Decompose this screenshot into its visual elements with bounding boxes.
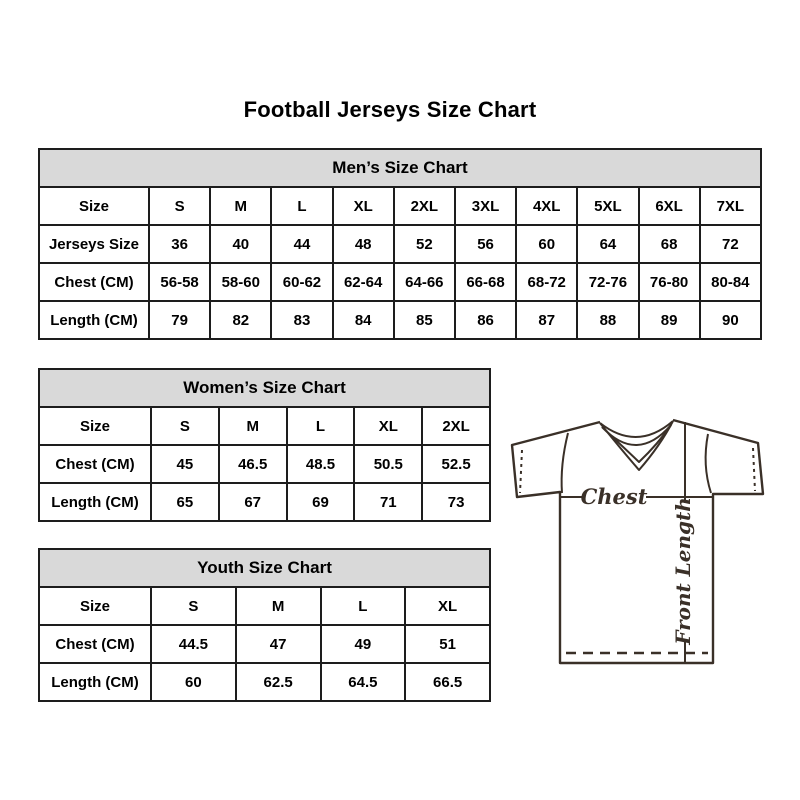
table-cell: 6XL	[639, 187, 700, 225]
table-cell: 64-66	[394, 263, 455, 301]
table-cell: 62.5	[236, 663, 321, 701]
table-cell: 60	[151, 663, 236, 701]
table-cell: 7XL	[700, 187, 761, 225]
table-cell: 80-84	[700, 263, 761, 301]
table-cell: 36	[149, 225, 210, 263]
table-cell: 2XL	[422, 407, 490, 445]
table-cell: 2XL	[394, 187, 455, 225]
table-cell: 44.5	[151, 625, 236, 663]
table-cell: 72-76	[577, 263, 638, 301]
table-row	[39, 663, 490, 701]
jersey-measurement-diagram	[500, 400, 780, 680]
table-title-row	[39, 549, 490, 587]
page-title: Football Jerseys Size Chart	[243, 97, 537, 122]
row-label: Chest (CM)	[39, 625, 151, 663]
row-label: Size	[39, 407, 151, 445]
table-cell: 64	[577, 225, 638, 263]
table-title: Men’s Size Chart	[39, 149, 761, 187]
table-cell: M	[219, 407, 287, 445]
table-cell: L	[287, 407, 355, 445]
table-row	[39, 187, 761, 225]
table-cell: 56-58	[149, 263, 210, 301]
left-armhole-seam	[562, 433, 568, 493]
table-cell: 72	[700, 225, 761, 263]
table-cell: 44	[271, 225, 332, 263]
jersey-outline-icon	[512, 420, 763, 663]
table-cell: 45	[151, 445, 219, 483]
table-row	[39, 263, 761, 301]
table-cell: 60	[516, 225, 577, 263]
table-title: Youth Size Chart	[39, 549, 490, 587]
womens-size-table	[38, 368, 491, 522]
table-row	[39, 445, 490, 483]
row-label: Length (CM)	[39, 301, 149, 339]
table-cell: 90	[700, 301, 761, 339]
table-cell: 89	[639, 301, 700, 339]
row-label: Chest (CM)	[39, 445, 151, 483]
table-cell: 52	[394, 225, 455, 263]
table-cell: 68	[639, 225, 700, 263]
table-cell: 56	[455, 225, 516, 263]
table-cell: XL	[405, 587, 490, 625]
table-cell: 60-62	[271, 263, 332, 301]
table-row	[39, 625, 490, 663]
table-cell: 83	[271, 301, 332, 339]
table-cell: 5XL	[577, 187, 638, 225]
row-label: Size	[39, 587, 151, 625]
table-cell: 40	[210, 225, 271, 263]
row-label: Length (CM)	[39, 663, 151, 701]
table-cell: 65	[151, 483, 219, 521]
row-label: Jerseys Size	[39, 225, 149, 263]
table-cell: 82	[210, 301, 271, 339]
right-armhole-seam	[706, 434, 711, 493]
table-cell: 68-72	[516, 263, 577, 301]
table-row	[39, 587, 490, 625]
table-cell: M	[236, 587, 321, 625]
row-label: Length (CM)	[39, 483, 151, 521]
youth-size-table	[38, 548, 491, 702]
table-cell: S	[151, 587, 236, 625]
table-cell: 64.5	[321, 663, 406, 701]
table-cell: 48	[333, 225, 394, 263]
table-cell: 76-80	[639, 263, 700, 301]
table-cell: 66.5	[405, 663, 490, 701]
table-row	[39, 301, 761, 339]
table-cell: 46.5	[219, 445, 287, 483]
front-length-label: Front Length	[671, 497, 695, 645]
table-cell: 52.5	[422, 445, 490, 483]
right-cuff-dashed-line	[753, 448, 755, 491]
table-cell: 51	[405, 625, 490, 663]
row-label: Size	[39, 187, 149, 225]
table-cell: S	[149, 187, 210, 225]
table-cell: 67	[219, 483, 287, 521]
table-title-row	[39, 369, 490, 407]
table-cell: 85	[394, 301, 455, 339]
table-cell: 4XL	[516, 187, 577, 225]
table-cell: S	[151, 407, 219, 445]
table-cell: 69	[287, 483, 355, 521]
table-cell: M	[210, 187, 271, 225]
chest-label: Chest	[580, 484, 648, 509]
table-cell: 71	[354, 483, 422, 521]
left-cuff-dashed-line	[520, 450, 522, 493]
table-cell: 88	[577, 301, 638, 339]
table-cell: 79	[149, 301, 210, 339]
table-cell: L	[271, 187, 332, 225]
table-cell: 66-68	[455, 263, 516, 301]
mens-size-table	[38, 148, 762, 340]
table-cell: 3XL	[455, 187, 516, 225]
table-cell: 86	[455, 301, 516, 339]
table-cell: 84	[333, 301, 394, 339]
table-cell: 50.5	[354, 445, 422, 483]
table-row	[39, 407, 490, 445]
table-cell: 48.5	[287, 445, 355, 483]
table-title-row	[39, 149, 761, 187]
row-label: Chest (CM)	[39, 263, 149, 301]
table-cell: 58-60	[210, 263, 271, 301]
table-cell: L	[321, 587, 406, 625]
table-cell: 73	[422, 483, 490, 521]
table-row	[39, 225, 761, 263]
table-cell: 62-64	[333, 263, 394, 301]
table-cell: 49	[321, 625, 406, 663]
table-cell: XL	[354, 407, 422, 445]
table-title: Women’s Size Chart	[39, 369, 490, 407]
table-cell: 47	[236, 625, 321, 663]
table-cell: 87	[516, 301, 577, 339]
table-row	[39, 483, 490, 521]
table-cell: XL	[333, 187, 394, 225]
